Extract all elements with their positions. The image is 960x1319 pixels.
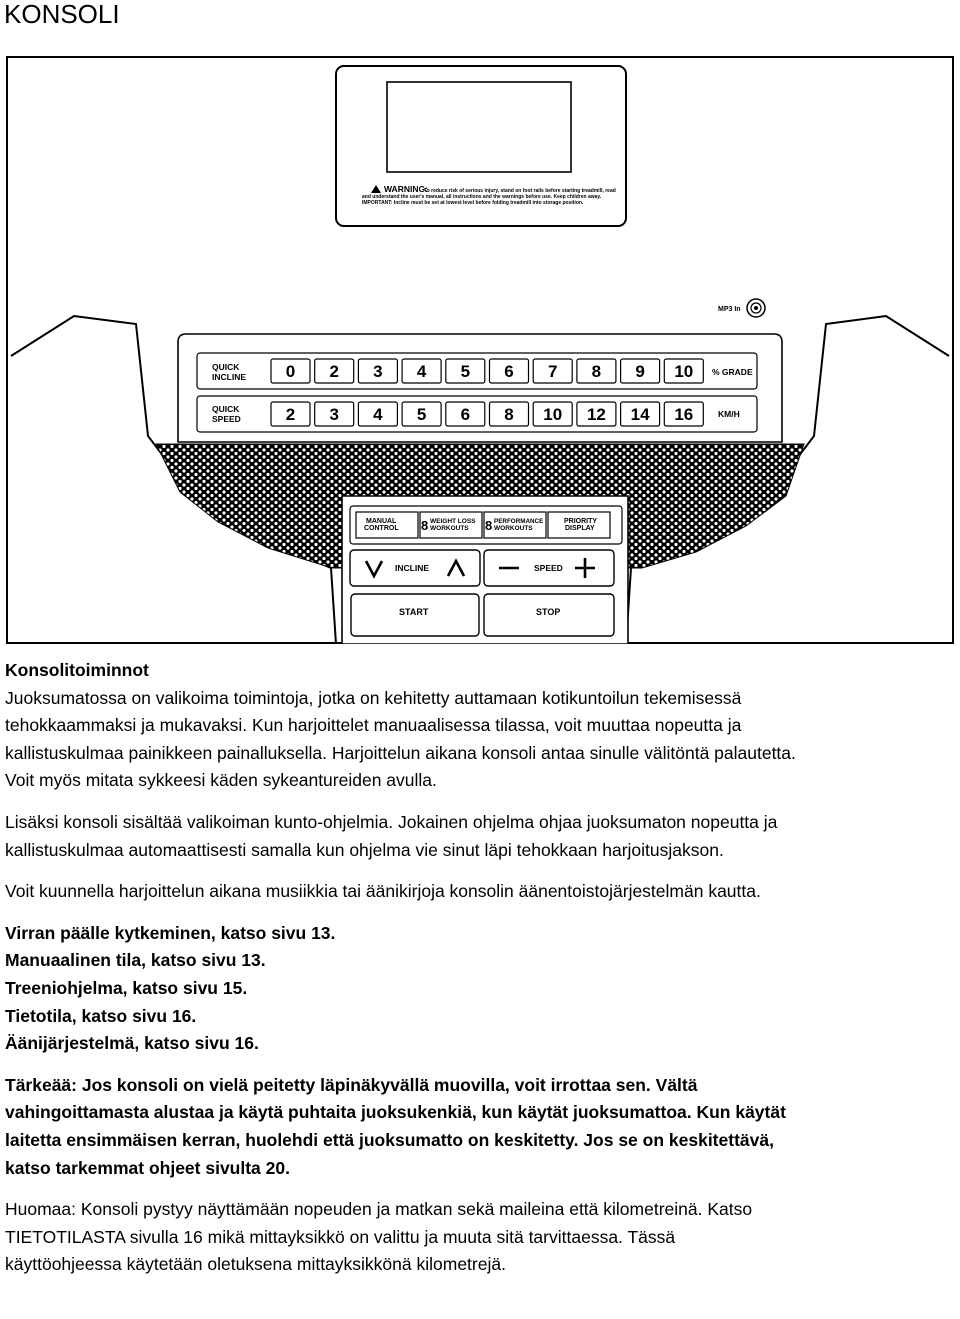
warning-label: WARNING: (384, 184, 428, 194)
important-line-2: vahingoittamasta alustaa ja käytä puhtaita juoksukenkiä, kun käytät juoksumattoa. Kun käytät (5, 1102, 786, 1123)
reference-4: Tietotila, katso sivu 16. (5, 1005, 197, 1026)
reference-2: Manuaalinen tila, katso sivu 13. (5, 950, 266, 971)
body-text (5, 657, 955, 1279)
incline-value-2: 2 (329, 362, 339, 381)
speed-value-2: 2 (285, 405, 296, 424)
paragraph-1-line-3: kallistuskulmaa painikkeen painalluksella. Harjoittelun aikana konsoli antaa sinulle välitöntä palautetta. (5, 742, 796, 763)
important-line-3: laitetta ensimmäisen kerran, huolehdi että juoksumatto on keskitetty. Jos se on keskitettävä, (5, 1129, 774, 1150)
incline-value-0: 0 (285, 362, 296, 381)
reference-3: Treeniohjelma, katso sivu 15. (5, 977, 248, 998)
manual-control-label-1: MANUAL (366, 518, 397, 525)
incline-value-5: 5 (460, 362, 471, 381)
speed-value-4: 4 (373, 405, 383, 424)
priority-display-label-1: PRIORITY (564, 518, 598, 525)
incline-value-4: 4 (416, 362, 427, 381)
speed-value-16: 16 (674, 405, 694, 424)
incline-value-7: 7 (547, 362, 558, 381)
performance-label-2: WORKOUTS (494, 525, 533, 532)
speed-value-6: 6 (460, 405, 471, 424)
stop-label: STOP (536, 607, 561, 617)
important-line-1: Tärkeää: Jos konsoli on vielä peitetty läpinäkyvällä muovilla, voit irrottaa sen. Vältä (5, 1074, 698, 1095)
manual-control-label-2: CONTROL (364, 525, 399, 532)
speed-control-label: SPEED (534, 563, 563, 573)
incline-value-6: 6 (504, 362, 514, 381)
note-line-3: käyttöohjeessa käytetään oletuksena mittayksikkönä kilometrejä. (5, 1254, 506, 1275)
incline-value-9: 9 (635, 362, 645, 381)
warning-line-2: and understand the user's manual, all instructions and the warnings before use. Keep children away. (362, 194, 602, 200)
page-title: KONSOLI (4, 0, 120, 29)
important-line-4: katso tarkemmat ohjeet sivulta 20. (5, 1157, 290, 1178)
quick-incline-label-2: INCLINE (212, 372, 246, 382)
speed-value-10: 10 (543, 405, 563, 424)
paragraph-1-line-1: Juoksumatossa on valikoima toimintoja, jotka on kehitetty auttamaan kotikuntoilun tekemisessä (5, 687, 742, 708)
performance-count: 8 (485, 518, 493, 533)
speed-unit-label: KM/H (718, 409, 740, 419)
display-screen (387, 82, 571, 172)
console-illustration (6, 56, 954, 644)
quick-incline-label-1: QUICK (212, 362, 240, 372)
quick-speed-label-1: QUICK (212, 404, 240, 414)
speed-value-8: 8 (504, 405, 514, 424)
weight-loss-label-2: WORKOUTS (430, 525, 469, 532)
weight-loss-label-1: WEIGHT LOSS (430, 518, 476, 525)
reference-1: Virran päälle kytkeminen, katso sivu 13. (5, 922, 336, 943)
priority-display-label-2: DISPLAY (565, 525, 595, 532)
speed-value-5: 5 (416, 405, 427, 424)
warning-line-1: To reduce risk of serious injury, stand on foot rails before starting treadmill, read (424, 188, 616, 194)
performance-label-1: PERFORMANCE (494, 518, 544, 525)
paragraph-2-line-2: kallistuskulmaa automaattisesti samalla kun ohjelma vie sinut läpi tehokkaan harjoitusjakson. (5, 839, 724, 860)
paragraph-2-line-1: Lisäksi konsoli sisältää valikoiman kunto-ohjelmia. Jokainen ohjelma ohjaa juoksumaton nopeutta ja (5, 811, 778, 832)
quick-speed-label-2: SPEED (212, 414, 241, 424)
incline-control-label: INCLINE (395, 563, 429, 573)
mp3-jack[interactable] (747, 299, 765, 317)
warning-line-3: IMPORTANT: Incline must be set at lowest level before folding treadmill into storage position. (362, 200, 584, 206)
weight-loss-count: 8 (421, 518, 429, 533)
start-label: START (399, 607, 429, 617)
speed-value-14: 14 (630, 405, 650, 424)
section-heading: Konsolitoiminnot (5, 660, 149, 680)
incline-value-10: 10 (674, 362, 694, 381)
note-line-1: Huomaa: Konsoli pystyy näyttämään nopeuden ja matkan sekä maileina että kilometreinä. Katso (5, 1199, 753, 1220)
note-line-2: TIETOTILASTA sivulla 16 mikä mittayksikkö on valittu ja muuta sitä tarvittaessa. Tässä (5, 1226, 676, 1247)
speed-value-3: 3 (329, 405, 339, 424)
incline-value-8: 8 (591, 362, 602, 381)
paragraph-3: Voit kuunnella harjoittelun aikana musiikkia tai äänikirjoja konsolin äänentoistojärjestelmän kautta. (5, 881, 761, 902)
reference-5: Äänijärjestelmä, katso sivu 16. (5, 1033, 259, 1054)
mp3-label: MP3 In (718, 306, 741, 313)
incline-unit-label: % GRADE (712, 367, 753, 377)
paragraph-1-line-2: tehokkaammaksi ja mukavaksi. Kun harjoittelet manuaalisessa tilassa, voit muuttaa nopeutta ja (5, 715, 742, 736)
speed-value-12: 12 (586, 405, 606, 424)
incline-value-3: 3 (373, 362, 383, 381)
paragraph-1-line-4: Voit myös mitata sykkeesi käden sykeantureiden avulla. (5, 770, 437, 791)
